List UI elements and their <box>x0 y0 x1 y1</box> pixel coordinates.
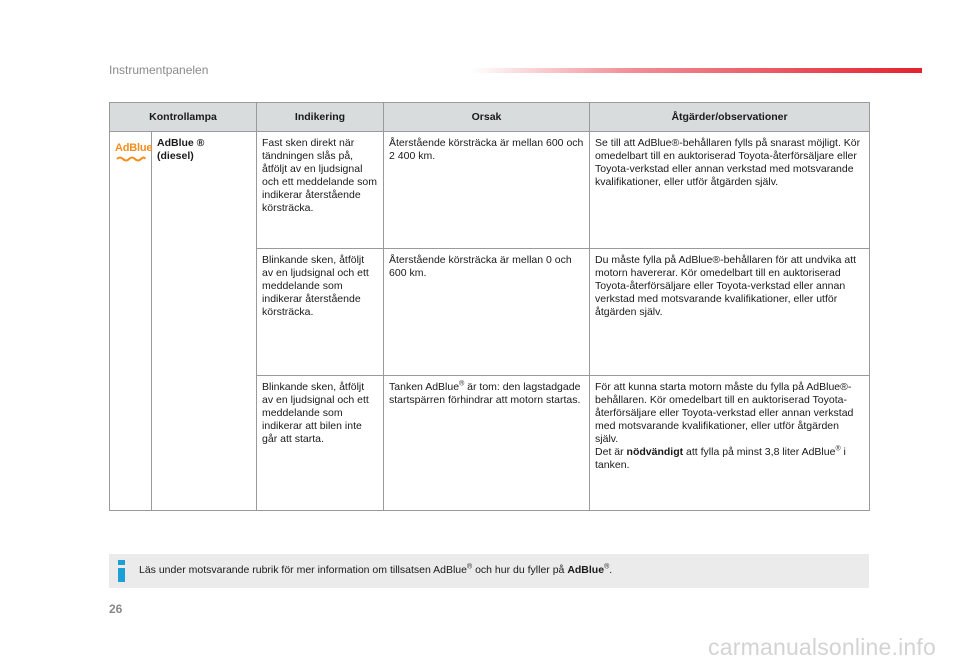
adblue-icon: AdBlue <box>115 142 153 154</box>
cause-cell <box>384 376 590 511</box>
info-text-part: och hur du fyller på <box>472 564 568 576</box>
lamp-icon-cell <box>110 132 152 511</box>
action-text: För att kunna starta motorn måste du fylla på AdBlue®-behållaren. Kör omedelbart till en auktoriserad Toyota-återförsäljare eller Toyota-verkstad eller annan verkstad med motsvarande kvalifikationer, eller utför åtgärden själv. <box>595 381 854 445</box>
info-text-bold: AdBlue <box>567 564 605 576</box>
action-cell <box>590 376 870 511</box>
emphasis-text: nödvändigt <box>626 446 684 458</box>
indication-cell: Blinkande sken, åtföljt av en ljudsignal och ett meddelande som indikerar återstående körsträcka. <box>257 249 384 376</box>
action-text: att fylla på minst 3,8 liter AdBlue <box>683 446 836 458</box>
column-header: Åtgärder/observationer <box>590 103 870 132</box>
registered-mark: ® <box>467 563 473 571</box>
lamp-name-cell <box>152 132 257 511</box>
registered-mark: ® <box>604 563 610 571</box>
column-header: Indikering <box>257 103 384 132</box>
warning-lamp-table <box>109 102 869 509</box>
table-header-row <box>110 103 870 132</box>
indication-cell: Blinkande sken, åtföljt av en ljudsignal och ett meddelande som indikerar att bilen inte går att starta. <box>257 376 384 511</box>
indication-cell: Fast sken direkt när tändningen slås på, åtföljt av en ljudsignal och ett meddelande som indikerar återstående körsträcka. <box>257 132 384 249</box>
adblue-waves-icon <box>116 156 146 162</box>
lamp-fuel-type: (diesel) <box>157 150 194 162</box>
registered-mark: ® <box>835 445 841 453</box>
cause-cell: Återstående körsträcka är mellan 600 och 2 400 km. <box>384 132 590 249</box>
column-header: Orsak <box>384 103 590 132</box>
cause-text: är tom: den lagstadgade startspärren förhindrar att motorn startas. <box>389 381 581 406</box>
info-note <box>109 554 869 588</box>
section-title: Instrumentpanelen <box>109 63 209 77</box>
action-cell: Du måste fylla på AdBlue®-behållaren för att undvika att motorn havererar. Kör omedelbart till en auktoriserad Toyota-återförsäljare eller Toyota-verkstad eller annan verkstad med motsvarande kvalifikationer, eller utför åtgärden själv. <box>590 249 870 376</box>
header-accent-bar <box>470 68 922 73</box>
info-icon <box>117 560 126 582</box>
cause-text: Tanken AdBlue <box>389 381 460 393</box>
info-text-part: Läs under motsvarande rubrik för mer information om tillsatsen AdBlue <box>139 564 467 576</box>
info-text <box>139 564 612 576</box>
page-number: 26 <box>109 602 123 616</box>
lamp-name: AdBlue ® <box>157 137 205 149</box>
cause-cell: Återstående körsträcka är mellan 0 och 600 km. <box>384 249 590 376</box>
registered-mark: ® <box>459 380 465 388</box>
info-text-part: . <box>609 564 613 576</box>
table-row <box>110 132 870 249</box>
action-text: i tanken. <box>595 446 846 471</box>
watermark: carmanualsonline.info <box>708 634 936 660</box>
column-header: Kontrollampa <box>110 103 257 132</box>
action-text: Det är <box>595 446 627 458</box>
action-cell: Se till att AdBlue®-behållaren fylls på snarast möjligt. Kör omedelbart till en auktoriserad Toyota-återförsäljare eller Toyota-verkstad eller annan verkstad med motsvarande kvalifikationer, eller utför åtgärden själv. <box>590 132 870 249</box>
